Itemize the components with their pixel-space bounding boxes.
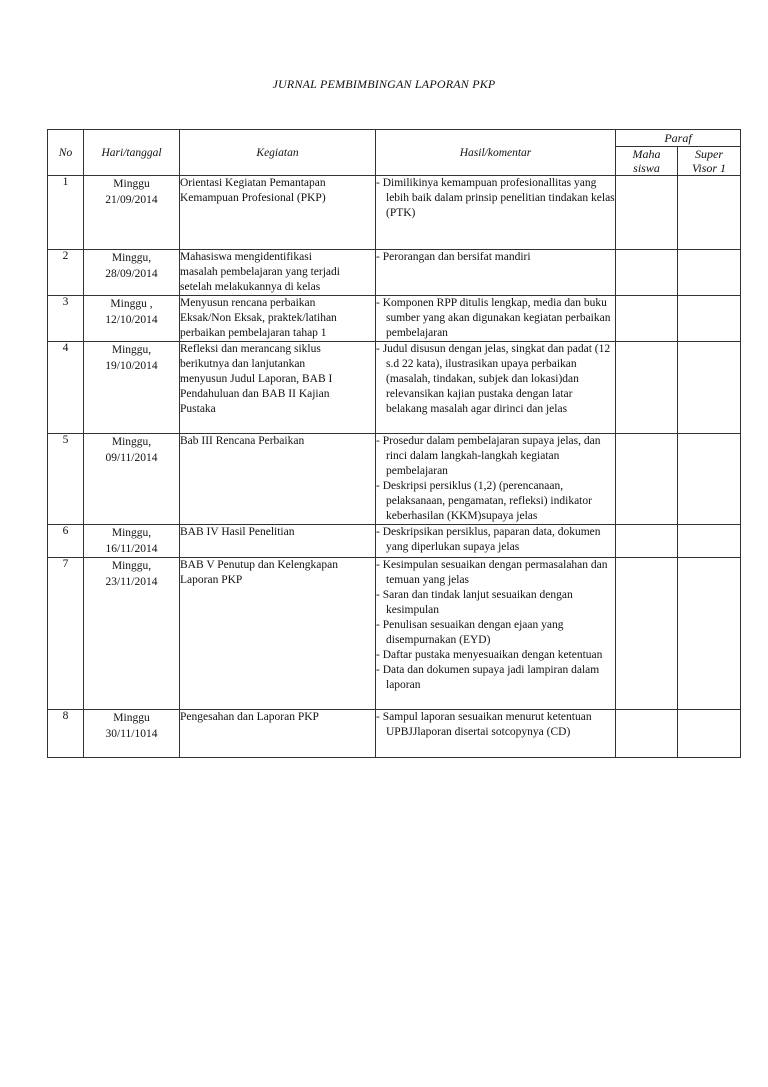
row-hasil [376,525,616,558]
row-number: 3 [48,296,84,342]
kegiatan-line: Pengesahan dan Laporan PKP [180,711,319,723]
row-date [84,296,180,342]
hasil-item: - Komponen RPP ditulis lengkap, media dan buku sumber yang akan digunakan kegiatan perbaikan pembelajaran [376,297,611,339]
row-day: Minggu, [111,344,152,356]
table-row [48,710,741,758]
kegiatan-line: Menyusun rencana perbaikan [180,297,316,309]
row-kegiatan [180,296,376,342]
hasil-item: - Perorangan dan bersifat mandiri [376,251,531,263]
row-date-value: 19/10/2014 [105,360,158,372]
document-title: JURNAL PEMBIMBINGAN LAPORAN PKP [272,77,496,91]
row-day: Minggu [113,178,150,190]
paraf-supervisor-cell [678,176,741,250]
header-mahasiswa-l2: siswa [633,161,660,175]
table-row [48,434,741,525]
hasil-item: - Data dan dokumen supaya jadi lampiran dalam laporan [376,664,600,691]
hasil-item: - Daftar pustaka menyesuaikan dengan ketentuan [376,649,603,661]
row-number: 8 [48,710,84,758]
header-mahasiswa-l1: Maha [632,147,661,161]
hasil-item: - Kesimpulan sesuaikan dengan permasalahan dan temuan yang jelas [376,559,608,586]
paraf-mahasiswa-cell [616,558,678,710]
paraf-mahasiswa-cell [616,250,678,296]
hasil-item: - Penulisan sesuaikan dengan ejaan yang disempurnakan (EYD) [376,619,564,646]
row-number: 5 [48,434,84,525]
row-kegiatan [180,434,376,525]
row-date-value: 30/11/1014 [105,728,158,740]
kegiatan-line: Orientasi Kegiatan Pemantapan [180,177,326,189]
table-row [48,525,741,558]
hasil-item: - Deskripsi persiklus (1,2) (perencanaan, pelaksanaan, pengamatan, refleksi) indikator keberhasilan (KKM)supaya jelas [376,480,592,522]
guidance-journal-table [47,129,741,758]
header-row [48,130,741,147]
row-date [84,558,180,710]
header-kegiatan: Kegiatan [180,130,376,176]
row-hasil [376,434,616,525]
row-day: Minggu, [111,436,152,448]
row-kegiatan [180,710,376,758]
row-hasil [376,176,616,250]
row-hasil [376,558,616,710]
table-row [48,342,741,434]
paraf-supervisor-cell [678,558,741,710]
row-number: 1 [48,176,84,250]
kegiatan-line: BAB IV Hasil Penelitian [180,526,295,538]
paraf-mahasiswa-cell [616,710,678,758]
kegiatan-line: menyusun Judul Laporan, BAB I [180,373,333,385]
row-hasil [376,710,616,758]
kegiatan-line: Mahasiswa mengidentifikasi [180,251,312,263]
row-number: 6 [48,525,84,558]
kegiatan-line: Pendahuluan dan BAB II Kajian [180,388,330,400]
paraf-supervisor-cell [678,525,741,558]
row-day: Minggu, [111,252,152,264]
kegiatan-line: berikutnya dan lanjutankan [180,358,306,370]
paraf-supervisor-cell [678,434,741,525]
paraf-mahasiswa-cell [616,434,678,525]
row-hasil [376,342,616,434]
header-hasil: Hasil/komentar [376,130,616,176]
paraf-supervisor-cell [678,342,741,434]
row-kegiatan [180,342,376,434]
kegiatan-line: masalah pembelajaran yang terjadi [180,266,340,278]
row-date-value: 21/09/2014 [105,194,158,206]
kegiatan-line: Bab III Rencana Perbaikan [180,435,305,447]
paraf-mahasiswa-cell [616,342,678,434]
hasil-item: - Prosedur dalam pembelajaran supaya jelas, dan rinci dalam langkah-langkah kegiatan pembelajaran [376,435,601,477]
row-date [84,434,180,525]
row-number: 7 [48,558,84,710]
hasil-item: - Sampul laporan sesuaikan menurut ketentuan UPBJJlaporan disertai sotcopynya (CD) [376,711,592,738]
row-kegiatan [180,525,376,558]
table-body [48,176,741,758]
row-date-value: 28/09/2014 [105,268,158,280]
table-row [48,176,741,250]
kegiatan-line: perbaikan pembelajaran tahap 1 [180,327,327,339]
hasil-item: - Saran dan tindak lanjut sesuaikan dengan kesimpulan [376,589,573,616]
header-no: No [48,130,84,176]
header-paraf: Paraf [616,130,741,147]
row-hasil [376,250,616,296]
kegiatan-line: BAB V Penutup dan Kelengkapan [180,559,339,571]
row-date-value: 23/11/2014 [105,576,158,588]
table-row [48,250,741,296]
header-supervisor-l2: Visor 1 [691,161,727,175]
kegiatan-line: Laporan PKP [180,574,243,586]
table-row [48,296,741,342]
row-kegiatan [180,176,376,250]
row-date [84,250,180,296]
row-date-value: 16/11/2014 [105,543,158,555]
header-supervisor-l1: Super [695,147,723,161]
row-kegiatan [180,250,376,296]
hasil-item: - Dimilikinya kemampuan profesionallitas yang lebih baik dalam prinsip penelitian tindakan kelas (PTK) [376,177,615,219]
paraf-mahasiswa-cell [616,176,678,250]
hasil-item: - Judul disusun dengan jelas, singkat dan padat (12 s.d 22 kata), ilustrasikan upaya perbaikan (masalah, tindakan, subjek dan lokasi)dan relevansikan kajian pustaka dengan latar belakang masalah agar dirinci dan jelas [376,343,611,415]
kegiatan-line: Refleksi dan merancang siklus [180,343,321,355]
row-hasil [376,296,616,342]
hasil-item: - Deskripsikan persiklus, paparan data, dokumen yang diperlukan supaya jelas [376,526,601,553]
kegiatan-line: Eksak/Non Eksak, praktek/latihan [180,312,337,324]
row-day: Minggu, [111,527,152,539]
row-day: Minggu [113,712,150,724]
row-date-value: 12/10/2014 [105,314,158,326]
header-date: Hari/tanggal [84,130,180,176]
paraf-mahasiswa-cell [616,525,678,558]
paraf-mahasiswa-cell [616,296,678,342]
kegiatan-line: Kemampuan Profesional (PKP) [180,192,326,204]
row-number: 4 [48,342,84,434]
row-date [84,710,180,758]
header-mahasiswa [616,147,678,176]
row-date [84,176,180,250]
paraf-supervisor-cell [678,296,741,342]
kegiatan-line: setelah melakukannya di kelas [180,281,321,293]
row-date [84,342,180,434]
table-row [48,558,741,710]
paraf-supervisor-cell [678,710,741,758]
row-date [84,525,180,558]
row-number: 2 [48,250,84,296]
header-supervisor [678,147,741,176]
row-day: Minggu , [110,298,153,310]
row-date-value: 09/11/2014 [105,452,158,464]
paraf-supervisor-cell [678,250,741,296]
kegiatan-line: Pustaka [180,403,216,415]
row-day: Minggu, [111,560,152,572]
row-kegiatan [180,558,376,710]
